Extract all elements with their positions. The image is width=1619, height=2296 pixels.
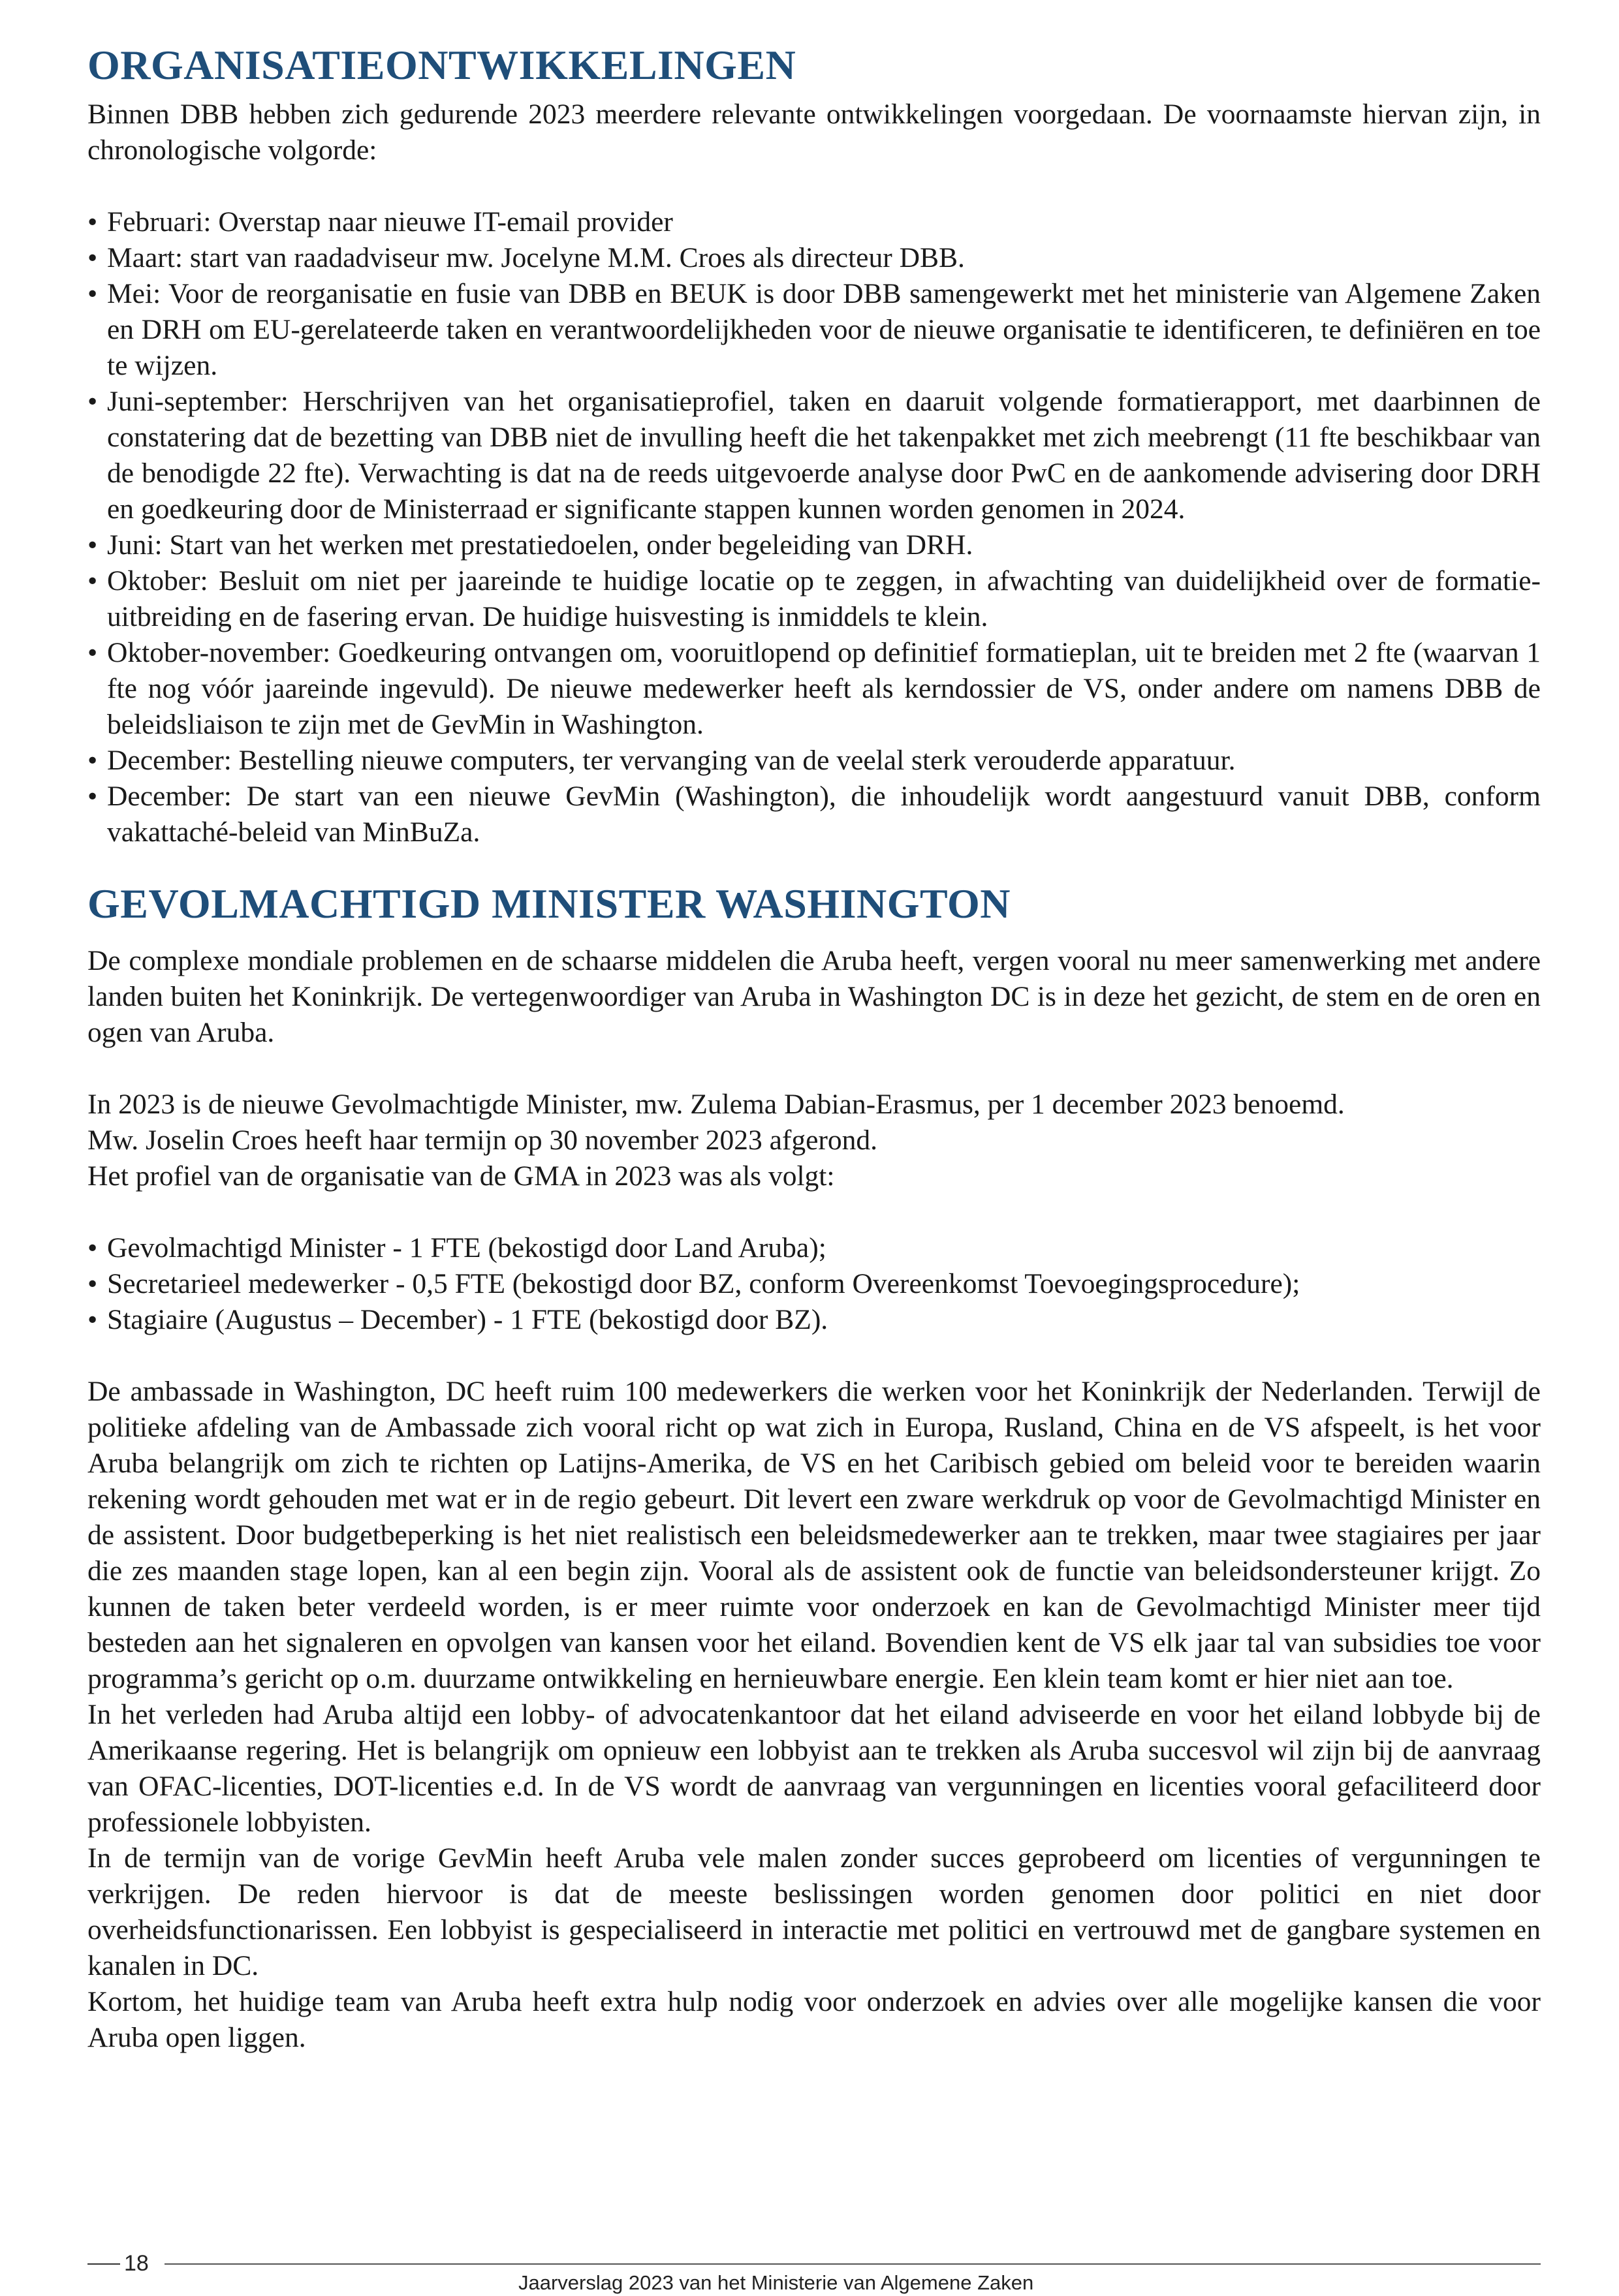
paragraph: De complexe mondiale problemen en de schaarse middelen die Aruba heeft, vergen vooral nu meer samenwerking met andere landen buiten het Koninkrijk. De vertegenwoordiger van Aruba in Washington DC is in deze het gezicht, de stem en de oren en ogen van Aruba. [87,945,1541,1048]
list-item: • Secretarieel medewerker - 0,5 FTE (bekostigd door BZ, conform Overeenkomst Toevoegingsprocedure); [87,1266,1541,1302]
intro-paragraph: Binnen DBB hebben zich gedurende 2023 meerdere relevante ontwikkelingen voorgedaan. De voornaamste hiervan zijn, in chronologische volgorde: [87,99,1541,166]
list-item: • December: De start van een nieuwe GevMin (Washington), die inhoudelijk wordt aangestuurd vanuit DBB, conform vakattaché-beleid van MinBuZa. [87,779,1541,850]
paragraph: Het profiel van de organisatie van de GMA in 2023 was als volgt: [87,1160,835,1192]
paragraph: In de termijn van de vorige GevMin heeft Aruba vele malen zonder succes geprobeerd om licenties of vergunningen te verkrijgen. De reden hiervoor is dat de meeste beslissingen worden genomen door politici en niet door overheidsfunctionarissen. Een lobbyist is gespecialiseerd in interactie met politici en vertrouwd met de gangbare systemen en kanalen in DC. [87,1842,1541,1981]
paragraph: In het verleden had Aruba altijd een lobby- of advocatenkantoor dat het eiland adviseerde en voor het eiland lobbyde bij de Amerikaanse regering. Het is belangrijk om opnieuw een lobbyist aan te trekken als Aruba succesvol wil zijn bij de aanvraag van OFAC-licenties, DOT-licenties e.d. In de VS wordt de aanvraag van vergunningen en licenties vooral gefaciliteerd door professionele lobbyisten. [87,1699,1541,1838]
section-heading-gevolmachtigd-minister: GEVOLMACHTIGD MINISTER WASHINGTON [87,880,1011,927]
list-item: • Oktober-november: Goedkeuring ontvangen om, vooruitlopend op definitief formatieplan, uit te breiden met 2 fte (waarvan 1 fte nog vóór jaareinde ingevuld). De nieuwe medewerker heeft als kerndossier de VS, onder andere om namens DBB de beleidsliaison te zijn met de GevMin in Washington. [87,635,1541,743]
section-heading-organisatieontwikkelingen: ORGANISATIEONTWIKKELINGEN [87,42,796,88]
footer-title: Jaarverslag 2023 van het Ministerie van Algemene Zaken [518,2271,1034,2294]
section-gevolmachtigd-minister [87,878,1541,2056]
list-item: • Februari: Overstap naar nieuwe IT-email provider [87,204,1541,240]
list-item: • Gevolmachtigd Minister - 1 FTE (bekostigd door Land Aruba); [87,1230,1541,1266]
page-number: 18 [124,2251,149,2276]
page-footer [87,2248,1541,2294]
section-organisatieontwikkelingen [87,97,1541,850]
footer-rule [165,2263,1541,2265]
list-item: • Mei: Voor de reorganisatie en fusie van DBB en BEUK is door DBB samengewerkt met het ministerie van Algemene Zaken en DRH om EU-gerelateerde taken en verantwoordelijkheden voor de nieuwe organisatie te identificeren, te definiëren en toe te wijzen. [87,276,1541,384]
paragraph: Mw. Joselin Croes heeft haar termijn op 30 november 2023 afgerond. [87,1125,878,1156]
paragraph: Kortom, het huidige team van Aruba heeft extra hulp nodig voor onderzoek en advies over alle mogelijke kansen die voor Aruba open liggen. [87,1986,1541,2053]
footer-dash [87,2263,120,2265]
list-item: • December: Bestelling nieuwe computers, ter vervanging van de veelal sterk verouderde apparatuur. [87,743,1541,779]
list-item: • Oktober: Besluit om niet per jaareinde te huidige locatie op te zeggen, in afwachting van duidelijkheid over de formatie-uitbreiding en de fasering ervan. De huidige huisvesting is inmiddels te klein. [87,563,1541,635]
list-item: • Juni-september: Herschrijven van het organisatieprofiel, taken en daaruit volgende formatierapport, met daarbinnen de constatering dat de bezetting van DBB niet de invulling heeft die het takenpakket met zich meebrengt (11 fte beschikbaar van de benodigde 22 fte). Verwachting is dat na de reeds uitgevoerde analyse door PwC en de aankomende advisering door DRH en goedkeuring door de Ministerraad er significante stappen kunnen worden genomen in 2024. [87,384,1541,527]
organisation-profile-list [87,1230,1541,1338]
list-item: • Juni: Start van het werken met prestatiedoelen, onder begeleiding van DRH. [87,527,1541,563]
list-item: • Stagiaire (Augustus – December) - 1 FTE (bekostigd door BZ). [87,1302,1541,1338]
document-page [87,39,1541,2056]
developments-list [87,204,1541,850]
paragraph: In 2023 is de nieuwe Gevolmachtigde Minister, mw. Zulema Dabian-Erasmus, per 1 december 2023 benoemd. [87,1089,1345,1120]
paragraph: De ambassade in Washington, DC heeft ruim 100 medewerkers die werken voor het Koninkrijk der Nederlanden. Terwijl de politieke afdeling van de Ambassade zich vooral richt op wat zich in Europa, Rusland, China en de VS afspeelt, is het voor Aruba belangrijk om zich te richten op Latijns-Amerika, de VS en het Caribisch gebied om beleid voor te bereiden waarin rekening wordt gehouden met wat er in de regio gebeurt. Dit levert een zware werkdruk op voor de Gevolmachtigd Minister en de assistent. Door budgetbeperking is het niet realistisch een beleidsmedewerker aan te trekken, maar twee stagiaires per jaar die zes maanden stage lopen, kan al een begin zijn. Vooral als de assistent ook de functie van beleidsondersteuner krijgt. Zo kunnen de taken beter verdeeld worden, is er meer ruimte voor onderzoek en kan de Gevolmachtigd Minister meer tijd besteden aan het signaleren en opvolgen van kansen voor het eiland. Bovendien kent de VS elk jaar tal van subsidies toe voor programma’s gericht op o.m. duurzame ontwikkeling en hernieuwbare energie. Een klein team komt er hier niet aan toe. [87,1376,1541,1694]
list-item: • Maart: start van raadadviseur mw. Jocelyne M.M. Croes als directeur DBB. [87,240,1541,276]
